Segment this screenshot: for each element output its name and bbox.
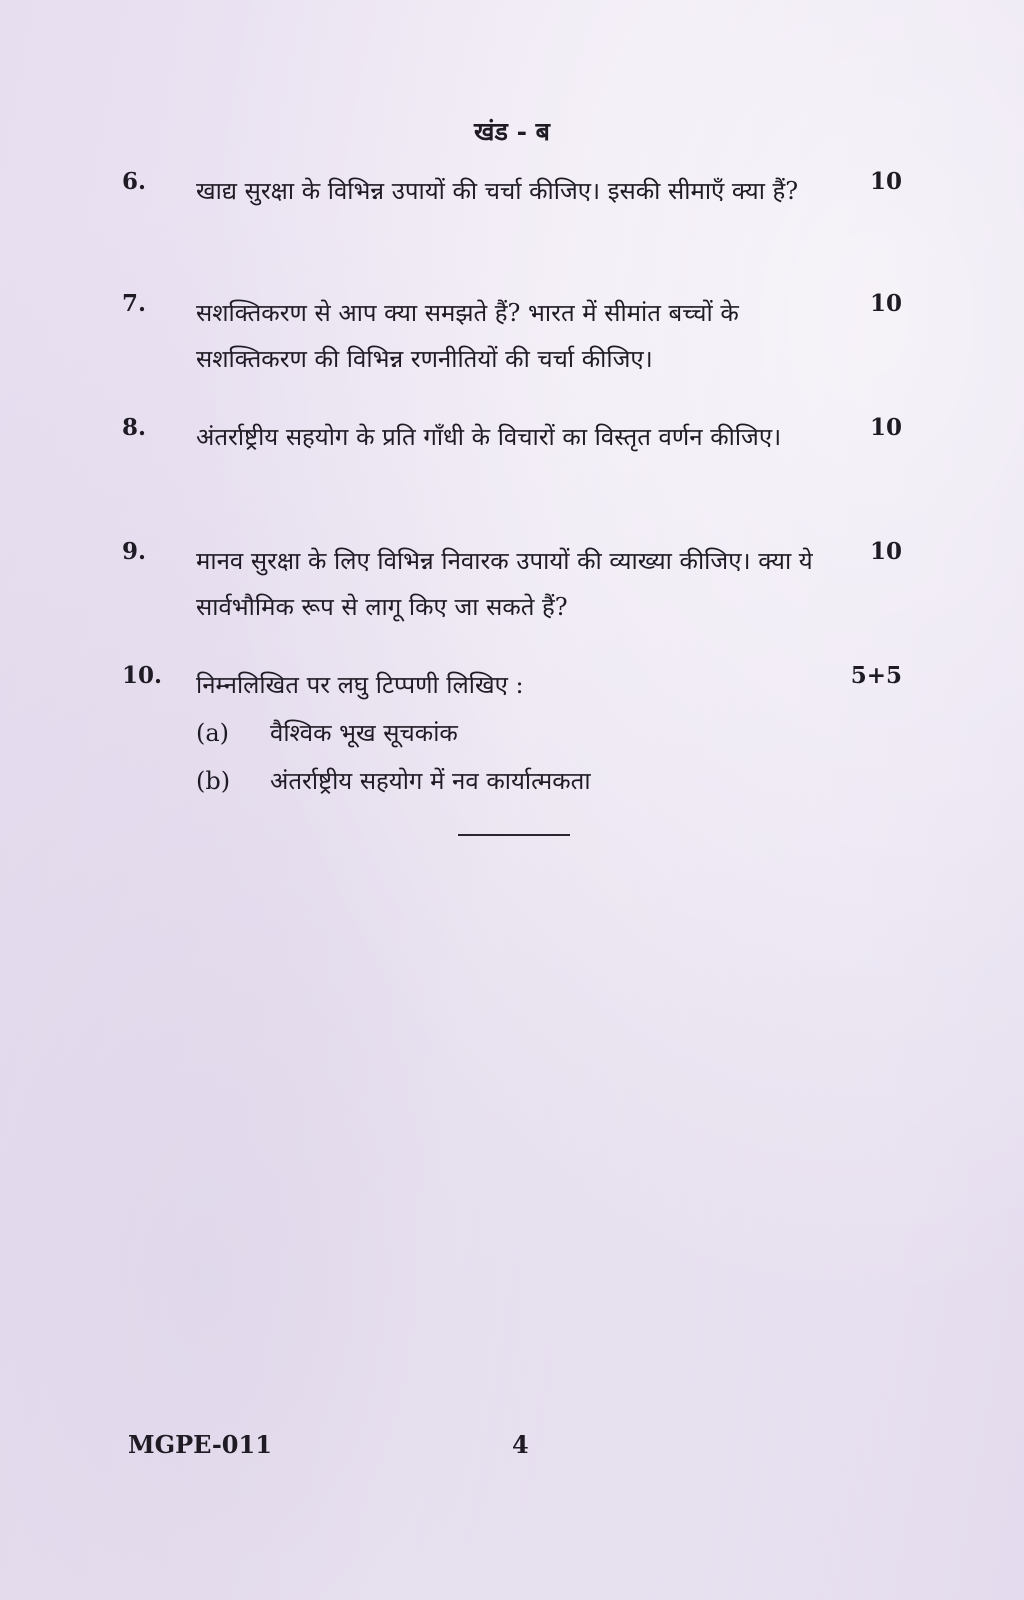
end-rule-divider xyxy=(458,834,570,836)
page-number: 4 xyxy=(512,1430,529,1459)
question-number: 8. xyxy=(122,414,147,441)
question-marks: 5+5 xyxy=(850,662,902,689)
question-marks: 10 xyxy=(869,290,902,317)
question-marks: 10 xyxy=(869,168,902,195)
question-number: 9. xyxy=(122,538,147,565)
section-title: खंड - ब xyxy=(474,117,550,146)
sub-item-text: अंतर्राष्ट्रीय सहयोग में नव कार्यात्मकता xyxy=(270,767,591,795)
sub-item-b xyxy=(196,764,591,797)
question-text: मानव सुरक्षा के लिए विभिन्न निवारक उपायों की व्याख्या कीजिए। क्या ये सार्वभौमिक रूप से लागू किए जा सकते हैं? xyxy=(196,547,813,621)
question-text: निम्नलिखित पर लघु टिप्पणी लिखिए : xyxy=(196,671,524,699)
question-number: 6. xyxy=(122,168,147,195)
sub-item-label: (a) xyxy=(196,719,230,747)
sub-item-a xyxy=(196,716,458,749)
question-text: खाद्य सुरक्षा के विभिन्न उपायों की चर्चा कीजिए। इसकी सीमाएँ क्या हैं? xyxy=(196,177,799,205)
course-code: MGPE-011 xyxy=(128,1430,272,1459)
sub-item-text: वैश्विक भूख सूचकांक xyxy=(270,719,458,747)
sub-item-label: (b) xyxy=(196,767,231,795)
question-number: 10. xyxy=(122,662,163,689)
question-number: 7. xyxy=(122,290,147,317)
question-marks: 10 xyxy=(869,414,902,441)
question-marks: 10 xyxy=(869,538,902,565)
question-text: अंतर्राष्ट्रीय सहयोग के प्रति गाँधी के विचारों का विस्तृत वर्णन कीजिए। xyxy=(196,423,782,451)
question-text: सशक्तिकरण से आप क्या समझते हैं? भारत में सीमांत बच्चों के सशक्तिकरण की विभिन्न रणनीतियों की चर्चा कीजिए। xyxy=(196,299,739,373)
